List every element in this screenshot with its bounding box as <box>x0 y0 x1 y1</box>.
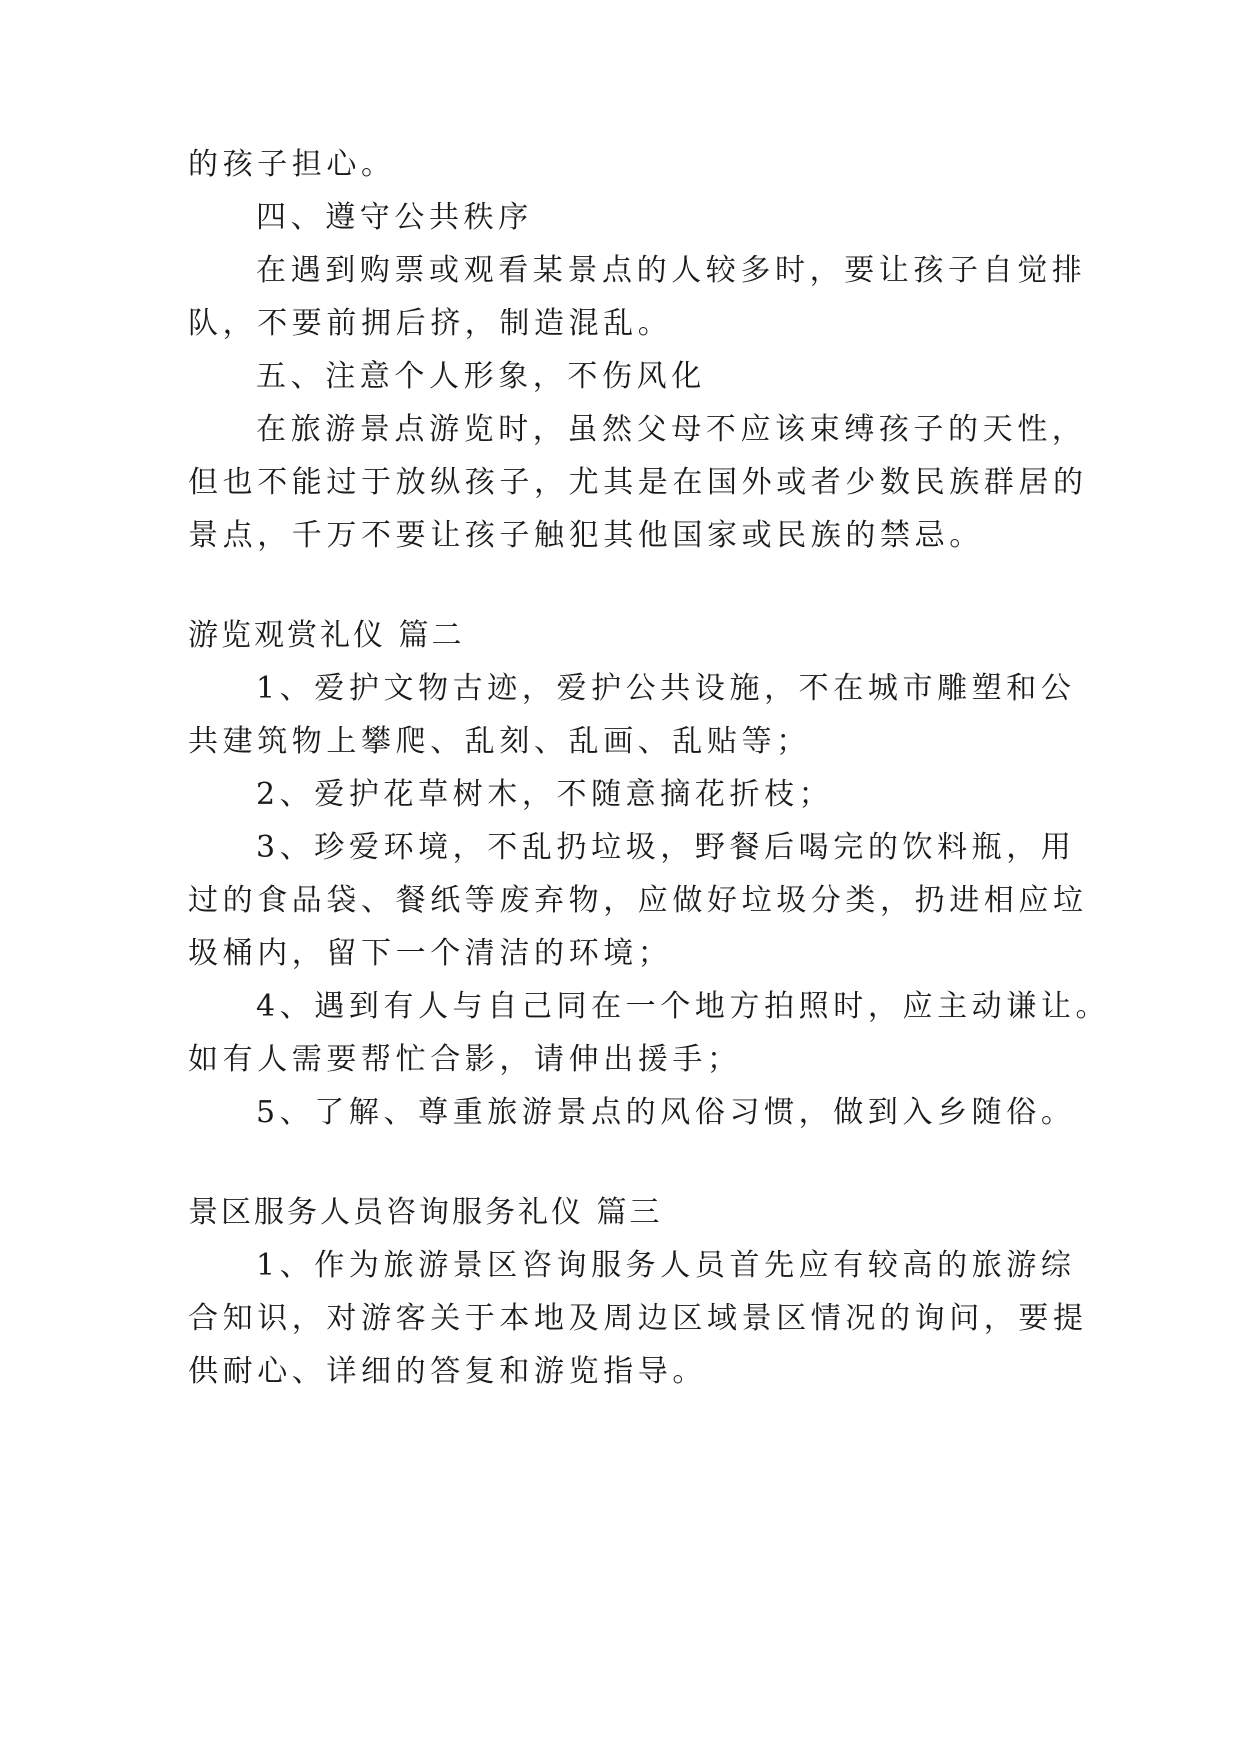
paragraph-line: 1、爱护文物古迹，爱护公共设施，不在城市雕塑和公 <box>256 671 1076 706</box>
paragraph-line: 1、作为旅游景区咨询服务人员首先应有较高的旅游综 <box>256 1248 1076 1283</box>
section-title-2: 游览观赏礼仪 篇二 <box>188 618 465 653</box>
paragraph-line: 如有人需要帮忙合影，请伸出援手； <box>188 1042 742 1077</box>
paragraph-line: 3、珍爱环境，不乱扔垃圾，野餐后喝完的饮料瓶，用 <box>256 830 1076 865</box>
paragraph-line: 合知识，对游客关于本地及周边区域景区情况的询问，要提 <box>188 1301 1088 1336</box>
paragraph-line: 队，不要前拥后挤，制造混乱。 <box>188 306 673 341</box>
paragraph-line: 过的食品袋、餐纸等废弃物，应做好垃圾分类，扔进相应垃 <box>188 883 1088 918</box>
paragraph-line: 共建筑物上攀爬、乱刻、乱画、乱贴等； <box>188 724 811 759</box>
section-title-3: 景区服务人员咨询服务礼仪 篇三 <box>188 1195 663 1230</box>
paragraph-line: 景点，千万不要让孩子触犯其他国家或民族的禁忌。 <box>188 518 984 553</box>
paragraph-line: 的孩子担心。 <box>188 147 396 182</box>
paragraph-line: 供耐心、详细的答复和游览指导。 <box>188 1354 707 1389</box>
paragraph-line: 在遇到购票或观看某景点的人较多时，要让孩子自觉排 <box>256 253 1087 288</box>
paragraph-line: 2、爱护花草树木，不随意摘花折枝； <box>256 777 834 812</box>
paragraph-line: 5、了解、尊重旅游景点的风俗习惯，做到入乡随俗。 <box>256 1095 1076 1130</box>
subheading-five: 五、注意个人形象，不伤风化 <box>256 359 706 394</box>
paragraph-line: 在旅游景点游览时，虽然父母不应该束缚孩子的天性， <box>256 412 1087 447</box>
paragraph-line: 圾桶内，留下一个清洁的环境； <box>188 936 673 971</box>
subheading-four: 四、遵守公共秩序 <box>256 200 533 235</box>
paragraph-line: 但也不能过于放纵孩子，尤其是在国外或者少数民族群居的 <box>188 465 1088 500</box>
paragraph-line: 4、遇到有人与自己同在一个地方拍照时，应主动谦让。 <box>256 989 1111 1024</box>
